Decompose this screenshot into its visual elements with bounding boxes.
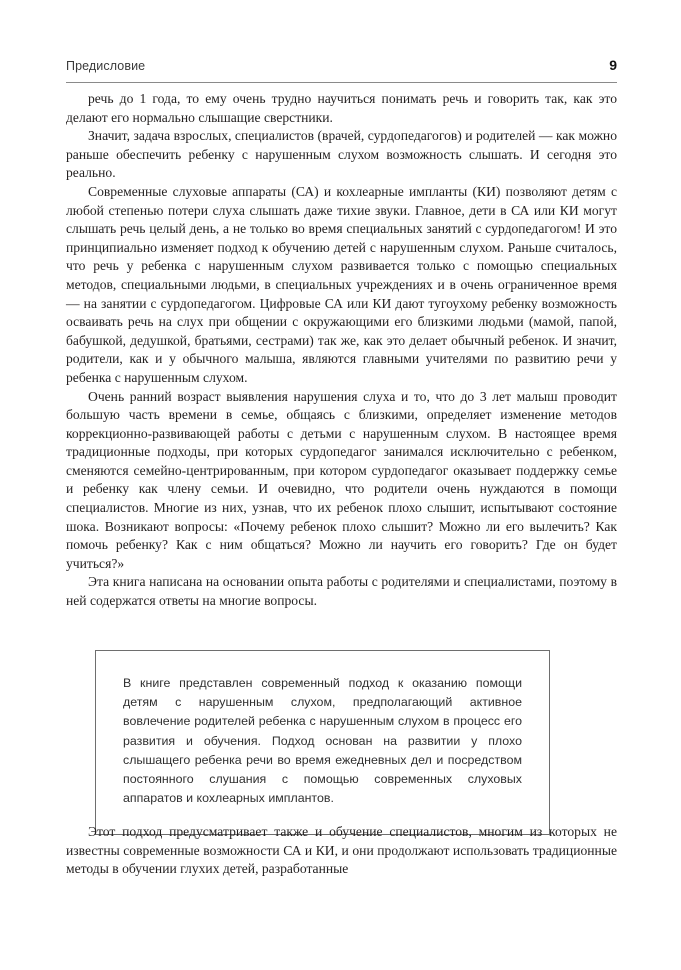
closing-text-column <box>66 823 617 879</box>
body-text-column <box>66 90 617 611</box>
paragraph: Эта книга написана на основании опыта работы с родителями и специалистами, поэтому в ней содержатся ответы на многие вопросы. <box>66 574 617 609</box>
running-head <box>66 57 617 73</box>
callout-text: В книге представлен современный подход к оказанию помощи детям с нарушенным слухом, предполагающий активное вовлечение родителей ребенка с нарушенным слухом в процесс его развития и обучения. Подход основан на развитии у плохо слышащего ребенка речи во время ежедневных дел и посредством постоянного слушания с помощью современных слуховых аппаратов и кохлеарных имплантов. <box>123 676 522 806</box>
paragraph: Значит, задача взрослых, специалистов (врачей, сурдопедагогов) и родителей — как можно раньше обеспечить ребенку с нарушенным слухом возможность слышать. И сегодня это реально. <box>66 128 617 181</box>
page-number: 9 <box>609 57 617 73</box>
paragraph: Очень ранний возраст выявления нарушения слуха и то, что до 3 лет малыш проводит большую часть времени в семье, общаясь с близкими, определяет изменение методов коррекционно-развивающей работы с детьми с нарушенным слухом. В настоящее время традиционные подходы, при которых сурдопедагог занимался исключительно с ребенком, сменяются семейно-центрированным, при котором сурдопедагог оказывает поддержку семье и ребенку как члену семьи. И очевидно, что родители очень нуждаются в помощи специалистов. Многие из них, узнав, что их ребенок плохо слышит, испытывают состояние шока. Возникают вопросы: «Почему ребенок плохо слышит? Можно ли его вылечить? Как помочь ребенку? Как с ним общаться? Можно ли научить его говорить? Где он будет учиться?» <box>66 388 617 571</box>
running-head-title: Предисловие <box>66 59 146 73</box>
callout-box <box>95 650 550 835</box>
paragraph: Современные слуховые аппараты (СА) и кохлеарные импланты (КИ) позволяют детям с любой степенью потери слуха слышать даже тихие звуки. Главное, дети в СА или КИ могут слышать речь целый день, а не только во время специальных занятий с сурдопедагогом! И это принципиально изменяет подход к обучению детей с нарушенным слухом. Раньше считалось, что речь у ребенка с нарушенным слухом развивается только с помощью специальных методов, специальными людьми, в специальных учреждениях и в очень ограниченное время — на занятии с сурдопедагогом. Цифровые СА или КИ дают тугоухому ребенку возможность осваивать речь на слух при общении с окружающими его близкими людьми (мамой, папой, бабушкой, дедушкой, братьями, сестрами) так же, как это делает обычный ребенок. И значит, родители, как и у обычного малыша, являются главными учителями по развитию речи у ребенка с нарушенным слухом. <box>66 183 617 385</box>
paragraph: речь до 1 года, то ему очень трудно научиться понимать речь и говорить так, как это делают его нормально слышащие сверстники. <box>66 91 617 125</box>
running-head-rule <box>66 82 617 83</box>
callout-box-wrapper <box>95 650 550 835</box>
paragraph: Этот подход предусматривает также и обучение специалистов, многим из которых не известны современные возможности СА и КИ, и они продолжают использовать традиционные методы в обучении глухих детей, разработанные <box>66 824 617 877</box>
